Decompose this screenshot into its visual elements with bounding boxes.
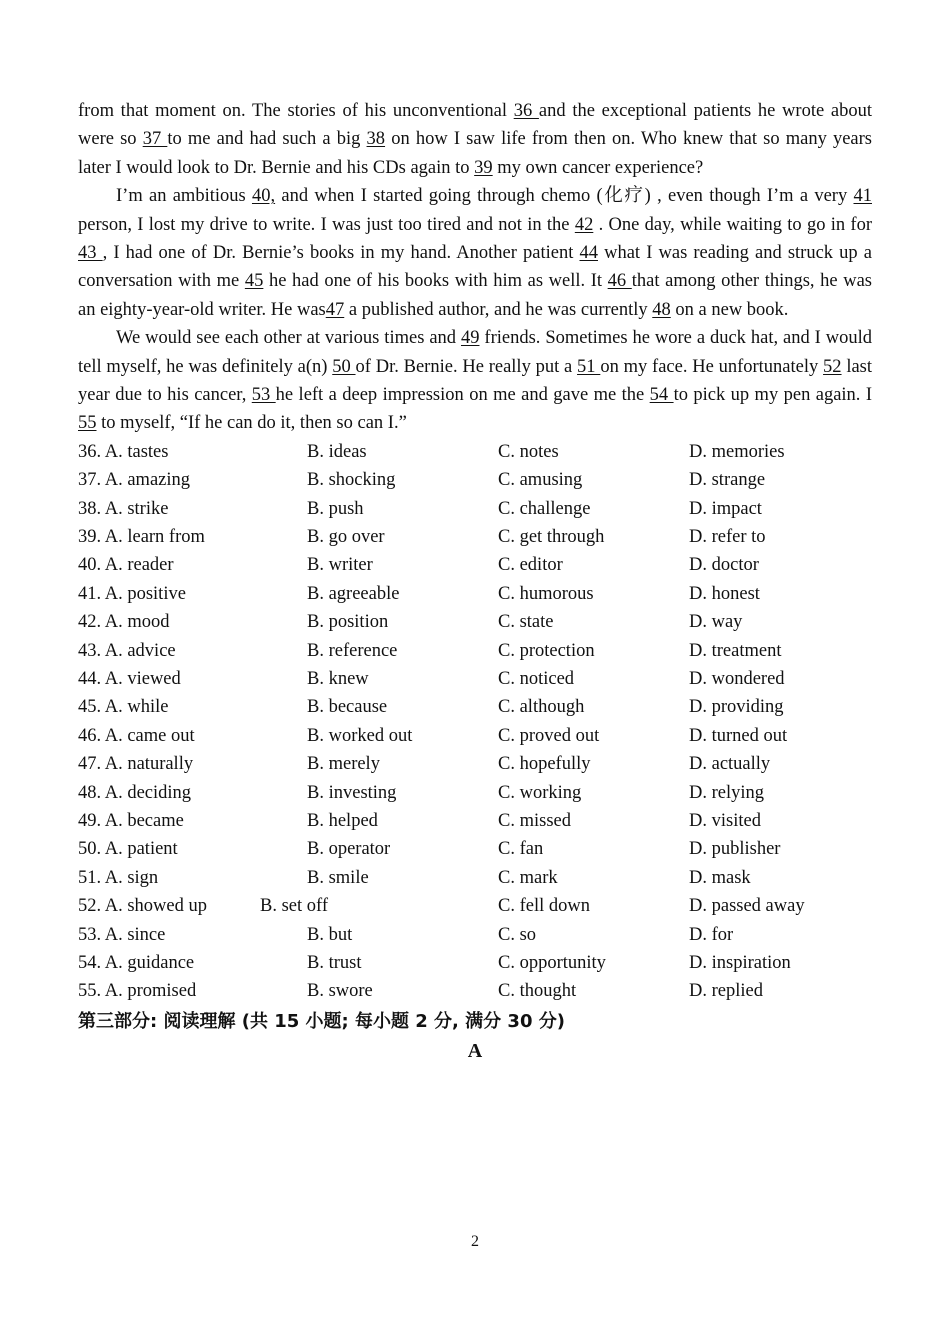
option-b: B. because <box>307 697 388 718</box>
option-row <box>78 921 872 949</box>
option-a: 48. A. deciding <box>78 782 192 803</box>
passage-text: We would see each other at various times and <box>116 328 461 349</box>
passage-text: and when I started going through chemo (化疗) , even though I’m a very <box>275 186 854 207</box>
option-b: B. shocking <box>307 470 396 491</box>
option-a: 49. A. became <box>78 810 184 831</box>
option-c: C. missed <box>498 810 571 831</box>
option-row <box>78 693 872 721</box>
option-a: 53. A. since <box>78 924 166 945</box>
option-b: B. agreeable <box>307 583 400 604</box>
blank-number: 43 <box>78 243 103 264</box>
exam-page <box>78 97 872 1066</box>
option-c: C. get through <box>498 527 605 548</box>
option-row <box>78 438 872 466</box>
option-row <box>78 466 872 494</box>
passage-text: to pick up my pen again. I <box>673 385 873 406</box>
option-c: C. hopefully <box>498 754 591 775</box>
blank-number: 40, <box>251 186 276 207</box>
passage-text: I’m an ambitious <box>116 186 252 207</box>
option-a: 45. A. while <box>78 697 169 718</box>
passage-text: person, I lost my drive to write. I was just too tired and not in the <box>78 214 575 235</box>
option-b: B. swore <box>307 981 373 1002</box>
option-c: C. state <box>498 612 554 633</box>
option-row <box>78 608 872 636</box>
option-a: 54. A. guidance <box>78 952 195 973</box>
blank-number: 51 <box>577 356 601 377</box>
option-b: B. smile <box>307 867 369 888</box>
blank-number: 50 <box>332 356 356 377</box>
blank-number: 45 <box>244 271 264 292</box>
passage-text: last year due to his cancer, <box>78 356 873 406</box>
option-row <box>78 750 872 778</box>
option-c: C. although <box>498 697 585 718</box>
option-row <box>78 807 872 835</box>
option-b: B. ideas <box>307 441 367 462</box>
option-row <box>78 864 872 892</box>
option-a: 38. A. strike <box>78 498 169 519</box>
section-heading: 第三部分: 阅读理解 (共 15 小题; 每小题 2 分, 满分 30 分) <box>78 1010 565 1032</box>
option-b: B. but <box>307 924 353 945</box>
option-a: 52. A. showed up <box>78 896 207 917</box>
option-row <box>78 495 872 523</box>
paragraph <box>78 97 872 182</box>
option-d: D. impact <box>689 498 762 519</box>
passage-text: on a new book. <box>670 299 789 320</box>
option-b: B. push <box>307 498 364 519</box>
passage-text: to myself, “If he can do it, then so can I.” <box>96 413 407 434</box>
option-b: B. worked out <box>307 725 413 746</box>
option-a: 46. A. came out <box>78 725 195 746</box>
blank-number: 42 <box>574 214 594 235</box>
blank-number: 48 <box>652 299 671 320</box>
passage-text: on my face. He unfortunately <box>600 356 824 377</box>
passage-text: what I was reading and struck up a conversation with me <box>78 243 873 292</box>
option-row <box>78 551 872 579</box>
passage-text: friends. Sometimes he wore a duck hat, and I would tell myself, he was definitely a(n) <box>78 328 873 377</box>
passage-text: a published author, and he was currently <box>344 299 653 320</box>
option-b: B. set off <box>260 896 329 917</box>
blank-number: 37 <box>142 129 168 150</box>
option-c: C. mark <box>498 867 558 888</box>
option-a: 43. A. advice <box>78 640 176 661</box>
option-a: 39. A. learn from <box>78 527 205 548</box>
option-d: D. strange <box>689 470 766 491</box>
option-b: B. position <box>307 612 389 633</box>
option-d: D. for <box>689 924 734 945</box>
option-c: C. editor <box>498 555 563 576</box>
option-b: B. writer <box>307 555 373 576</box>
option-a: 37. A. amazing <box>78 470 191 491</box>
option-c: C. thought <box>498 981 577 1002</box>
blank-number: 44 <box>579 243 598 264</box>
options-list <box>78 438 872 1006</box>
option-b: B. helped <box>307 810 378 831</box>
option-c: C. protection <box>498 640 595 661</box>
blank-number: 46 <box>607 271 632 292</box>
page-number: 2 <box>471 1233 479 1250</box>
option-d: D. honest <box>689 583 760 604</box>
blank-number: 54 <box>649 385 674 406</box>
passage-text: of Dr. Bernie. He really put a <box>355 356 578 377</box>
option-c: C. challenge <box>498 498 591 519</box>
option-c: C. noticed <box>498 669 575 689</box>
option-d: D. doctor <box>689 555 759 576</box>
option-a: 55. A. promised <box>78 981 197 1002</box>
option-b: B. investing <box>307 782 397 803</box>
passage-text: on how I saw life from then on. Who knew that so many years later I would look to Dr. Bernie and his CDs again to <box>78 129 872 178</box>
option-c: C. humorous <box>498 583 594 604</box>
paragraph <box>78 324 872 438</box>
option-c: C. so <box>498 924 537 945</box>
passage-text: , I had one of Dr. Bernie’s books in my hand. Another patient <box>102 243 580 264</box>
blank-number: 52 <box>823 356 842 377</box>
passage-text: and the exceptional patients he wrote about were so <box>78 101 872 150</box>
option-a: 36. A. tastes <box>78 441 169 462</box>
option-d: D. providing <box>689 697 784 718</box>
option-d: D. actually <box>689 754 771 775</box>
option-a: 44. A. viewed <box>78 669 181 689</box>
option-row <box>78 892 872 920</box>
option-row <box>78 835 872 863</box>
option-b: B. go over <box>307 527 385 548</box>
passage-text: . One day, while waiting to go in for <box>593 214 873 235</box>
option-row <box>78 779 872 807</box>
cloze-passage <box>78 97 872 438</box>
option-a: 50. A. patient <box>78 839 178 860</box>
blank-number: 39 <box>474 157 493 178</box>
option-a: 42. A. mood <box>78 612 170 633</box>
option-b: B. merely <box>307 754 380 775</box>
option-d: D. refer to <box>689 527 766 548</box>
passage-label: A <box>467 1040 483 1063</box>
option-d: D. publisher <box>689 839 781 860</box>
blank-number: 53 <box>251 385 276 406</box>
option-c: C. fell down <box>498 896 590 917</box>
paragraph <box>78 182 872 324</box>
option-c: C. fan <box>498 839 544 860</box>
option-row <box>78 637 872 665</box>
blank-number: 38 <box>366 129 386 150</box>
option-c: C. proved out <box>498 725 600 746</box>
option-row <box>78 949 872 977</box>
option-row <box>78 580 872 608</box>
passage-text: he left a deep impression on me and gave me the <box>275 385 650 406</box>
blank-number: 49 <box>460 328 480 349</box>
blank-number: 36 <box>513 101 539 121</box>
option-d: D. wondered <box>689 669 785 689</box>
option-d: D. memories <box>689 441 785 462</box>
option-row <box>78 665 872 693</box>
option-row <box>78 523 872 551</box>
option-a: 41. A. positive <box>78 583 186 604</box>
option-c: C. notes <box>498 441 559 462</box>
option-c: C. amusing <box>498 470 583 491</box>
option-a: 47. A. naturally <box>78 754 194 775</box>
option-d: D. visited <box>689 810 761 831</box>
option-b: B. operator <box>307 839 391 860</box>
option-d: D. replied <box>689 981 763 1002</box>
option-c: C. opportunity <box>498 952 606 973</box>
option-row <box>78 722 872 750</box>
option-c: C. working <box>498 782 582 803</box>
option-a: 40. A. reader <box>78 555 174 576</box>
option-a: 51. A. sign <box>78 867 159 888</box>
option-d: D. turned out <box>689 725 788 746</box>
option-b: B. knew <box>307 669 369 689</box>
option-d: D. relying <box>689 782 765 803</box>
passage-text: from that moment on. The stories of his unconventional <box>78 101 514 121</box>
blank-number: 55 <box>78 413 97 434</box>
blank-number: 47 <box>325 299 345 320</box>
passage-text: to me and had such a big <box>167 129 367 150</box>
option-row <box>78 977 872 1005</box>
option-d: D. treatment <box>689 640 782 661</box>
option-b: B. trust <box>307 952 362 973</box>
option-d: D. way <box>689 612 743 633</box>
passage-text: he had one of his books with him as well. It <box>263 271 608 292</box>
passage-text: my own cancer experience? <box>492 157 704 178</box>
option-b: B. reference <box>307 640 398 661</box>
option-d: D. inspiration <box>689 952 791 973</box>
blank-number: 41 <box>853 186 872 207</box>
option-d: D. mask <box>689 867 751 888</box>
passage-text: that among other things, he was an eighty-year-old writer. He was <box>78 271 873 320</box>
option-d: D. passed away <box>689 896 805 917</box>
